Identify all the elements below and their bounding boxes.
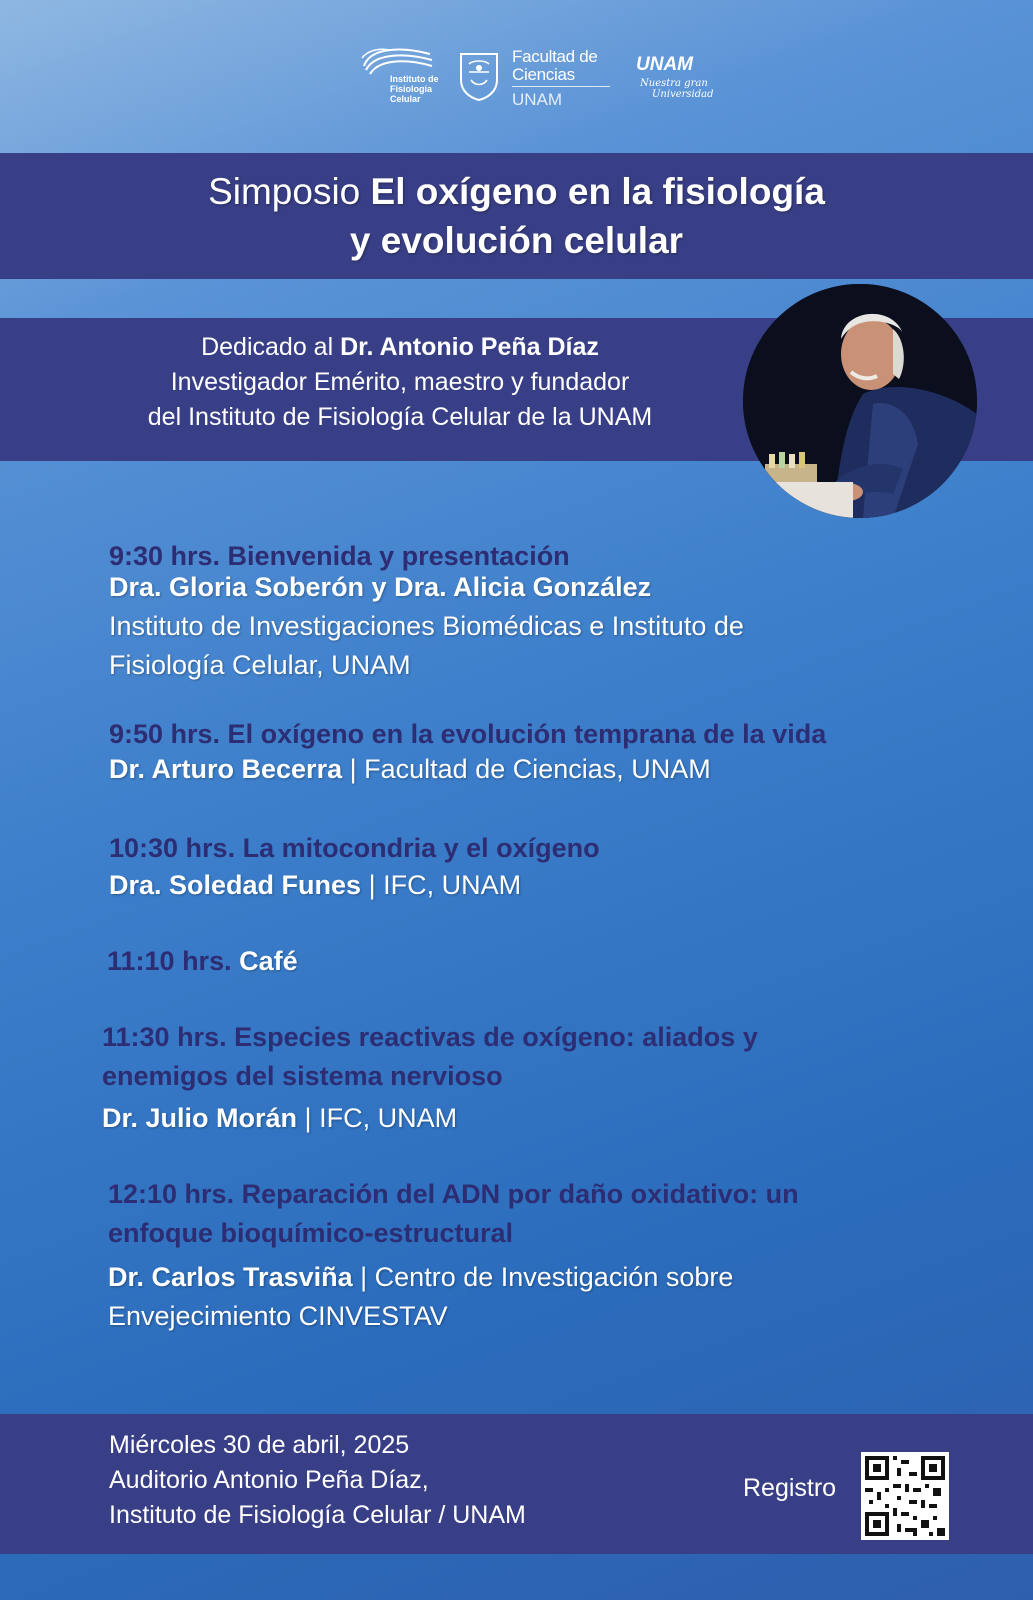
schedule-item-4-label: Café xyxy=(239,946,298,976)
qr-code-icon xyxy=(861,1452,949,1540)
title-line1 xyxy=(0,167,1033,216)
title-prefix: Simposio xyxy=(208,171,361,212)
dedication-honoree: Dr. Antonio Peña Díaz xyxy=(340,333,599,361)
registration-label: Registro xyxy=(743,1474,837,1502)
schedule-item-4-time: 11:10 hrs. xyxy=(107,946,232,976)
schedule-item-5-speaker-line xyxy=(102,1099,758,1138)
fc-logo-line1: Facultad de xyxy=(512,47,598,66)
schedule-item-6 xyxy=(108,1175,799,1336)
schedule-item-6-affiliation-line2: Envejecimiento CINVESTAV xyxy=(108,1301,448,1331)
speaker-separator: | xyxy=(368,870,376,900)
schedule-item-6-title-line1: 12:10 hrs. Reparación del ADN por daño oxidativo: un xyxy=(108,1179,799,1209)
title-band xyxy=(0,153,1033,279)
unam-tagline-line1: Nuestra gran xyxy=(640,78,708,89)
schedule-item-1-speaker: Dra. Gloria Soberón y Dra. Alicia González xyxy=(109,572,652,602)
dedication-text xyxy=(90,330,710,435)
unam-logo-tagline xyxy=(640,78,714,100)
schedule-item-4-line xyxy=(107,942,298,981)
event-date: Miércoles 30 de abril, 2025 xyxy=(109,1431,410,1459)
fc-logo-line2: Ciencias xyxy=(512,65,575,84)
schedule-item-5-title-line2: enemigos del sistema nervioso xyxy=(102,1061,503,1091)
title-line2 xyxy=(0,216,1033,265)
fc-logo-unam: UNAM xyxy=(512,90,563,109)
schedule-item-6-title-line2: enfoque bioquímico-estructural xyxy=(108,1218,514,1248)
schedule-item-5-speaker: Dr. Julio Morán xyxy=(102,1103,298,1133)
schedule-item-6-affiliation-line1: Centro de Investigación sobre xyxy=(374,1262,734,1292)
schedule-item-1-title: 9:30 hrs. Bienvenida y presentación xyxy=(109,541,570,571)
ifc-logo xyxy=(360,44,440,110)
schedule-item-2-title: 9:50 hrs. El oxígeno en la evolución temprana de la vida xyxy=(109,719,827,749)
footer-band xyxy=(0,1414,1033,1554)
dedication-line2: Investigador Emérito, maestro y fundador xyxy=(170,368,630,396)
event-details xyxy=(109,1428,526,1533)
title-main-line1: El oxígeno en la fisiología xyxy=(370,171,825,212)
unam-logo-text: UNAM xyxy=(636,54,693,75)
schedule-item-5-affiliation: IFC, UNAM xyxy=(319,1103,458,1133)
schedule-item-5 xyxy=(102,1018,758,1138)
schedule-item-4 xyxy=(107,942,298,981)
schedule-item-2-speaker: Dr. Arturo Becerra xyxy=(109,754,343,784)
schedule-item-2 xyxy=(109,715,826,789)
schedule-item-1-affiliation-line2: Fisiología Celular, UNAM xyxy=(109,650,411,680)
dedication-line1 xyxy=(90,330,710,365)
schedule-item-2-speaker-line xyxy=(109,750,826,789)
event-venue-line2: Instituto de Fisiología Celular / UNAM xyxy=(109,1501,526,1529)
schedule-item-5-title-line1: 11:30 hrs. Especies reactivas de oxígeno: aliados y xyxy=(102,1022,758,1052)
schedule-item-6-speaker-line xyxy=(108,1258,799,1297)
fc-logo-divider xyxy=(512,86,610,87)
dedication-line3: del Instituto de Fisiología Celular de la UNAM xyxy=(147,403,653,431)
ifc-logo-text: Instituto de Fisiología Celular xyxy=(390,74,439,104)
institution-logos xyxy=(360,44,720,114)
dedication-prefix: Dedicado al xyxy=(201,333,334,361)
schedule-item-2-affiliation: Facultad de Ciencias, UNAM xyxy=(364,754,711,784)
event-venue-line1: Auditorio Antonio Peña Díaz, xyxy=(109,1466,429,1494)
schedule-item-3-affiliation: IFC, UNAM xyxy=(383,870,522,900)
registration-qr-code[interactable] xyxy=(861,1452,949,1540)
title-main-line2: y evolución celular xyxy=(349,220,684,261)
unam-crest-icon xyxy=(457,50,501,102)
speaker-separator: | xyxy=(349,754,357,784)
fc-logo-text xyxy=(512,48,598,84)
schedule-item-1 xyxy=(109,537,744,685)
honoree-portrait-illustration xyxy=(743,284,977,518)
honoree-photo xyxy=(743,284,977,518)
schedule-item-3-title: 10:30 hrs. La mitocondria y el oxígeno xyxy=(109,833,600,863)
schedule-item-1-affiliation-line1: Instituto de Investigaciones Biomédicas e Instituto de xyxy=(109,611,744,641)
speaker-separator: | xyxy=(304,1103,312,1133)
speaker-separator: | xyxy=(360,1262,368,1292)
schedule-item-3-speaker: Dra. Soledad Funes xyxy=(109,870,362,900)
schedule-item-6-speaker: Dr. Carlos Trasviña xyxy=(108,1262,353,1292)
schedule-item-3-speaker-line xyxy=(109,866,600,905)
unam-tagline-line2: Universidad xyxy=(652,89,714,100)
schedule-item-3 xyxy=(109,829,600,905)
